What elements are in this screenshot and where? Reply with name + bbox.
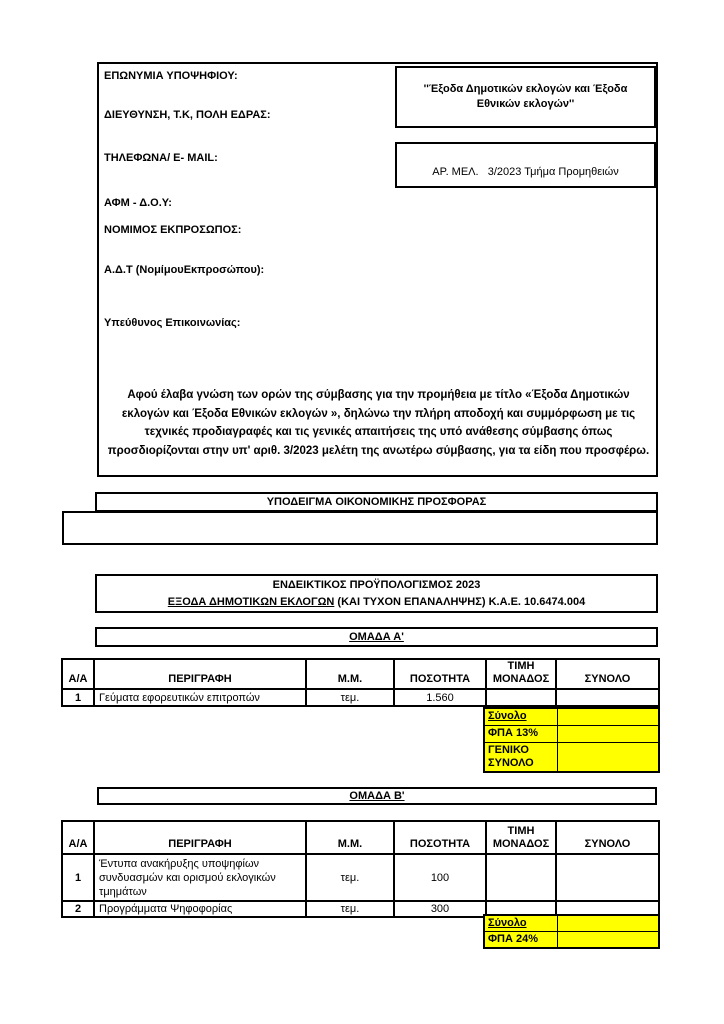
- budget-title-line2: [168, 594, 585, 611]
- col-header-description: ΠΕΡΙΓΡΑΦΗ: [94, 821, 306, 854]
- group-b-table: [61, 820, 660, 918]
- field-label-company-name: ΕΠΩΝΥΜΙΑ ΥΠΟΨΗΦΙΟΥ:: [104, 70, 238, 82]
- group-b-title-text: ΟΜΑΔΑ Β': [349, 790, 405, 802]
- col-header-quantity: ΠΟΣΟΤΗΤΑ: [394, 821, 486, 854]
- summary-row-total: [484, 708, 659, 725]
- field-label-address: ΔΙΕΥΘΥΝΣΗ, Τ.Κ, ΠΟΛΗ ΕΔΡΑΣ:: [104, 109, 271, 121]
- total-input-cell[interactable]: [556, 854, 659, 901]
- table-row: [62, 854, 659, 901]
- col-header-aa: Α/Α: [62, 821, 94, 854]
- total-input-cell[interactable]: [556, 689, 659, 706]
- summary-value-input-cell[interactable]: [557, 915, 659, 931]
- summary-value-input-cell[interactable]: [557, 708, 659, 725]
- form-title-text: ΥΠΟΔΕΙΓΜΑ ΟΙΚΟΝΟΜΙΚΗΣ ΠΡΟΣΦΟΡΑΣ: [266, 496, 487, 508]
- quantity-cell: 1.560: [394, 689, 486, 706]
- unit-cell: τεμ.: [306, 689, 394, 706]
- col-header-quantity: ΠΟΣΟΤΗΤΑ: [394, 659, 486, 689]
- summary-value-input-cell[interactable]: [557, 742, 659, 772]
- unit-cell: τεμ.: [306, 854, 394, 901]
- group-b-summary-table: [483, 914, 660, 949]
- project-title-text: ''Έξοδα Δημοτικών εκλογών και Έξοδα Εθνικών εκλογών'': [423, 83, 628, 110]
- group-b-title-box: [97, 787, 657, 805]
- field-label-afm-doy: ΑΦΜ - Δ.Ο.Υ:: [104, 197, 172, 209]
- col-header-aa: Α/Α: [62, 659, 94, 689]
- group-b-header-row: [62, 821, 659, 854]
- budget-title-line2-rest: (ΚΑΙ ΤΥΧΟΝ ΕΠΑΝΑΛΗΨΗΣ) Κ.Α.Ε. 10.6474.004: [334, 595, 586, 608]
- summary-row-vat: [484, 725, 659, 742]
- summary-value-input-cell[interactable]: [557, 725, 659, 742]
- col-header-description: ΠΕΡΙΓΡΑΦΗ: [94, 659, 306, 689]
- description-cell: Γεύματα εφορευτικών επιτροπών: [94, 689, 306, 706]
- budget-title-box: [95, 574, 658, 613]
- group-a-table: [61, 658, 660, 707]
- col-header-unit-price: ΤΙΜΗ ΜΟΝΑΔΟΣ: [486, 659, 556, 689]
- quantity-cell: 300: [394, 901, 486, 917]
- field-label-phone-email: ΤΗΛΕΦΩΝΑ/ Ε- MAIL:: [104, 152, 218, 164]
- declaration-paragraph: Αφού έλαβα γνώση των ορών της σύμβασης για την προμήθεια με τίτλο «Έξοδα Δημοτικών εκλογών και Έξοδα Εθνικών εκλογών », δηλώνω την πλήρη αποδοχή και συμμόρφωση με τις τεχνικές προδιαγραφές και τις γενικές απαιτήσεις της υπό ανάθεσης σύμβασης όπως προσδιορίζονται στην υπ' αριθ. 3/2023 μελέτη της ανωτέρω σύμβασης, για τα είδη που προσφέρω.: [107, 389, 650, 457]
- description-cell: Προγράμματα Ψηφοφορίας: [94, 901, 306, 917]
- study-ref-box: [395, 142, 656, 188]
- field-label-contact-person: Υπεύθυνος Επικοινωνίας:: [104, 317, 241, 329]
- group-a-title-text: ΟΜΑΔΑ Α': [349, 631, 404, 643]
- col-header-total: ΣΥΝΟΛΟ: [556, 659, 659, 689]
- col-header-unit-price: ΤΙΜΗ ΜΟΝΑΔΟΣ: [486, 821, 556, 854]
- table-row: [62, 689, 659, 706]
- summary-label-total: Σύνολο: [488, 916, 527, 929]
- group-a-summary-table: [483, 707, 660, 773]
- unit-cell: τεμ.: [306, 901, 394, 917]
- description-cell: Έντυπα ανακήρυξης υποψηφίων συνδυασμών και ορισμού εκλογικών τμημάτων: [94, 854, 306, 901]
- quantity-cell: 100: [394, 854, 486, 901]
- col-header-total: ΣΥΝΟΛΟ: [556, 821, 659, 854]
- summary-row-grand-total: [484, 742, 659, 772]
- group-a-header-row: [62, 659, 659, 689]
- summary-value-input-cell[interactable]: [557, 931, 659, 948]
- budget-title-line1: ΕΝΔΕΙΚΤΙΚΟΣ ΠΡΟΫΠΟΛΟΓΙΣΜΟΣ 2023: [272, 578, 481, 591]
- summary-label-vat-24: ΦΠΑ 24%: [484, 931, 557, 948]
- row-number-cell: 2: [62, 901, 94, 917]
- project-title-box: [395, 66, 656, 128]
- form-title-box: [95, 492, 658, 512]
- study-ref-text: ΑΡ. ΜΕΛ. 3/2023 Τμήμα Προμηθειών: [432, 166, 619, 178]
- empty-field-box: [62, 511, 658, 545]
- unit-price-input-cell[interactable]: [486, 854, 556, 901]
- unit-price-input-cell[interactable]: [486, 689, 556, 706]
- field-label-legal-representative: ΝΟΜΙΜΟΣ ΕΚΠΡΟΣΩΠΟΣ:: [104, 224, 242, 236]
- summary-label-total: Σύνολο: [488, 710, 527, 723]
- field-label-id-legal-representative: Α.Δ.Τ (ΝομίμουΕκπροσώπου):: [104, 264, 265, 276]
- budget-title-line2-underlined: ΕΞΟΔΑ ΔΗΜΟΤΙΚΩΝ ΕΚΛΟΓΩΝ: [167, 595, 335, 608]
- candidate-info-box: [97, 62, 658, 477]
- row-number-cell: 1: [62, 854, 94, 901]
- summary-row-vat: [484, 931, 659, 948]
- summary-label-grand-total: ΓΕΝΙΚΟ ΣΥΝΟΛΟ: [484, 742, 557, 772]
- group-a-title-box: [95, 627, 658, 647]
- col-header-unit: Μ.Μ.: [306, 821, 394, 854]
- summary-row-total: [484, 915, 659, 931]
- col-header-unit: Μ.Μ.: [306, 659, 394, 689]
- row-number-cell: 1: [62, 689, 94, 706]
- summary-label-vat-13: ΦΠΑ 13%: [484, 725, 557, 742]
